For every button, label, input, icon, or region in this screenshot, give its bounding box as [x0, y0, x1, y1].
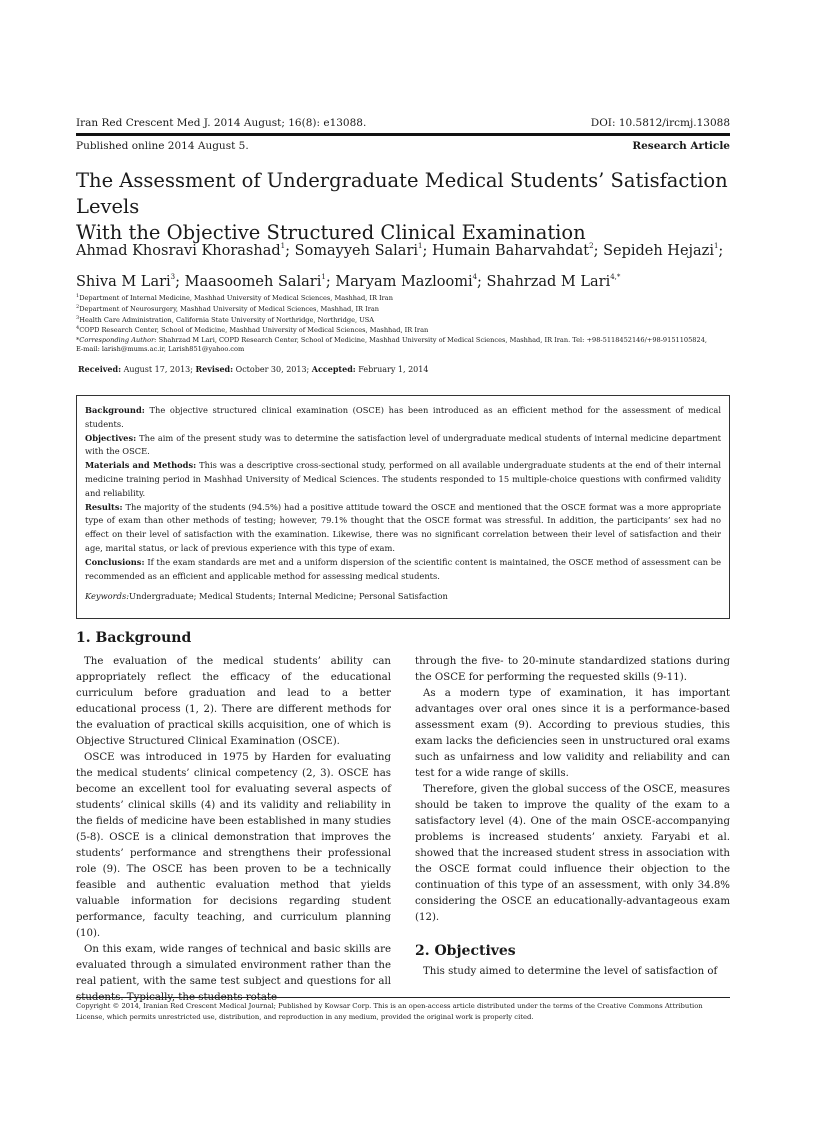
- author: Maryam Mazloomi: [335, 274, 473, 290]
- author: Ahmad Khosravi Khorashad: [76, 243, 281, 259]
- author: Sepideh Hejazi: [603, 243, 714, 259]
- affiliation-item: [76, 314, 736, 325]
- author: Humain Baharvahdat: [431, 243, 590, 259]
- abstract-background: [85, 404, 721, 432]
- author-affiliation: 1: [280, 242, 286, 250]
- abstract-objectives-text: The aim of the present study was to determine the satisfaction level of undergraduate medical students of internal medicine department with the OSCE.: [85, 432, 721, 457]
- accepted-date: February 1, 2014: [355, 365, 429, 374]
- journal-reference: Iran Red Crescent Med J. 2014 August; 16(8): e13088.: [76, 117, 367, 129]
- affiliation-number: 1: [76, 293, 80, 299]
- abstract-methods-text: This was a descriptive cross-sectional study, performed on all available undergraduate students at the end of their internal medicine training period in Mashhad University of Medical Sciences. The students responded to 15 multiple-choice questions with confirmed validity and reliability.: [85, 460, 721, 498]
- paragraph: Therefore, given the global success of the OSCE, measures should be taken to improve the quality of the exam to a satisfactory level (4). One of the main OSCE-accompanying problems is increased students’ anxiety. Faryabi et al. showed that the increased student stress in association with the OSCE format could influence their objection to the continuation of this type of an assessment, with only 34.8% considering the OSCE an educationally-advantageous exam (12).: [415, 784, 730, 923]
- affiliation-number: 3: [76, 314, 80, 321]
- revised-date: October 30, 2013;: [233, 365, 310, 374]
- right-column: [415, 654, 730, 980]
- keywords-label: Keywords:: [85, 591, 130, 602]
- affiliation-text: COPD Research Center, School of Medicine, Mashhad University of Medical Sciences, Mashhad, IR Iran: [79, 326, 429, 335]
- received-label: Received:: [78, 364, 122, 374]
- article-dates: [78, 364, 428, 374]
- paragraph: This study aimed to determine the level of satisfaction of: [423, 966, 718, 977]
- author-affiliation: 3: [170, 273, 176, 281]
- affiliation-text: Department of Internal Medicine, Mashhad University of Medical Sciences, Mashhad, IR Iran: [79, 294, 393, 302]
- left-column: [76, 629, 391, 1006]
- abstract-box: [76, 395, 730, 619]
- author-affiliation: 4: [472, 273, 478, 281]
- affiliation-item: [76, 292, 736, 303]
- paragraph: OSCE was introduced in 1975 by Harden for evaluating the medical students’ clinical competency (2, 3). OSCE has become an excellent tool for evaluating several aspects of students’ clinical skills (4) and its validity and reliability in the fields of medicine have been established in many studies (5-8). OSCE is a clinical demonstration that improves the students’ performance and strengthens their professional role (9). The OSCE has been proven to be a technically feasible and authentic evaluation method that yields valuable information for decisions regarding student performance, faculty teaching, and curriculum planning (10).: [76, 752, 391, 939]
- background-heading: 1. Background: [76, 630, 192, 646]
- affiliations: [76, 292, 736, 335]
- received-date: August 17, 2013;: [121, 365, 193, 374]
- affiliation-number: 4: [76, 325, 80, 332]
- keywords-text: Undergraduate; Medical Students; Internal Medicine; Personal Satisfaction: [129, 591, 448, 602]
- affiliation-text: Health Care Administration, California State University of Northridge, Northridge, USA: [79, 315, 375, 324]
- corresponding-label: *Corresponding Author:: [76, 336, 157, 344]
- corresponding-author: [76, 336, 736, 354]
- abstract-background-text: The objective structured clinical examination (OSCE) has been introduced as an efficient method for the assessment of medical students.: [85, 405, 721, 429]
- abstract-conclusions: [85, 556, 721, 584]
- abstract-results-text: The majority of the students (94.5%) had a positive attitude toward the OSCE and mentioned that the OSCE format was a more appropriate type of exam than other methods of testing; however, 79.1% thought that the OSCE format was stressful. In addition, the participants’ sex had no effect on their level of satisfaction with the examination. Likewise, there was no significant correlation between their level of satisfaction and their age, marital status, or lack of previous experience with this type of exam.: [85, 501, 721, 553]
- abstract-objectives: [85, 432, 721, 460]
- author-affiliation: 1: [418, 242, 423, 250]
- article-type: Research Article: [632, 140, 730, 152]
- author-affiliation: 1: [321, 273, 326, 281]
- author: Shiva M Lari: [76, 274, 171, 290]
- author: Maasoomeh Salari: [184, 274, 322, 290]
- doi[interactable]: DOI: 10.5812/ircmj.13088: [590, 117, 730, 129]
- abstract-results: [85, 501, 721, 556]
- accepted-label: Accepted:: [311, 364, 356, 374]
- abstract-objectives-label: Objectives:: [85, 432, 137, 443]
- abstract-methods: [85, 459, 721, 500]
- abstract-conclusions-label: Conclusions:: [85, 556, 145, 567]
- affiliation-number: 2: [76, 303, 80, 310]
- paragraph: As a modern type of examination, it has important advantages over oral ones since it is a performance-based assessment exam (9). According to previous studies, this exam lacks the deficiencies seen in unstructured oral exams such as unfairness and low validity and reliability and can test for a wide range of skills.: [415, 688, 730, 779]
- revised-label: Revised:: [195, 364, 234, 374]
- affiliation-text: Department of Neurosurgery, Mashhad University of Medical Sciences, Mashhad, IR Iran: [79, 304, 380, 313]
- abstract-conclusions-text: If the exam standards are met and a uniform dispersion of the scientific content is maintained, the OSCE method of assessment can be recommended as an efficient and applicable method for assessing medical students.: [85, 556, 721, 581]
- author: Somayyeh Salari: [294, 243, 419, 259]
- corresponding-email[interactable]: E-mail: larish@mums.ac.ir, Larish851@yahoo.com: [76, 344, 245, 353]
- footer-rule: [76, 997, 730, 998]
- abstract-keywords: [85, 590, 721, 604]
- objectives-heading: 2. Objectives: [415, 943, 516, 959]
- title-line-2: With the Objective Structured Clinical Examination: [76, 221, 586, 244]
- paragraph: through the five- to 20-minute standardized stations during the OSCE for performing the requested skills (9-11).: [415, 656, 730, 683]
- paragraph: The evaluation of the medical students’ ability can appropriately reflect the efficacy of the educational curriculum before graduation and lead to a better educational process (1, 2). There are different methods for the evaluation of practical skills acquisition, one of which is Objective Structured Clinical Examination (OSCE).: [76, 656, 391, 747]
- author-list: Ahmad Khosravi Khorashad$^1$; Somayyeh Salari$^1$; Humain Baharvahdat$^2$; Sepideh Hejazi$^1$; Shiva M Lari$^3$; Maasoomeh Salari$^1$; Maryam Mazloomi$^4$; Shahrzad M Lari$^{4,*}$: [76, 242, 724, 290]
- corresponding-text: Shahrzad M Lari, COPD Research Center, School of Medicine, Mashhad University of Medical Sciences, Mashhad, IR Iran. Tel: +98-5118452146/+98-9151105824,: [156, 336, 707, 344]
- affiliation-item: [76, 324, 736, 335]
- abstract-results-label: Results:: [85, 501, 123, 512]
- copyright-notice: Copyright © 2014, Iranian Red Crescent Medical Journal; Published by Kowsar Corp. This is an open-access article distributed under the terms of the Creative Commons Attribution License, which permits unrestricted use, distribution, and reproduction in any medium, provided the original work is properly cited.: [76, 1002, 703, 1021]
- affiliation-item: [76, 303, 736, 314]
- author-affiliation: 2: [589, 242, 594, 250]
- abstract-methods-label: Materials and Methods:: [85, 460, 197, 471]
- published-date: Published online 2014 August 5.: [76, 140, 249, 152]
- abstract-background-label: Background:: [85, 405, 145, 415]
- author-affiliation: 4,*: [610, 273, 621, 281]
- title-line-1: The Assessment of Undergraduate Medical Students’ Satisfaction Levels: [76, 169, 728, 218]
- author: Shahrzad M Lari: [486, 274, 611, 290]
- paragraph: On this exam, wide ranges of technical and basic skills are evaluated through a simulated environment rather than the real patient, with the same test subject and questions for all: [76, 944, 391, 987]
- header-rule: [76, 133, 730, 136]
- author-affiliation: 1: [713, 242, 719, 250]
